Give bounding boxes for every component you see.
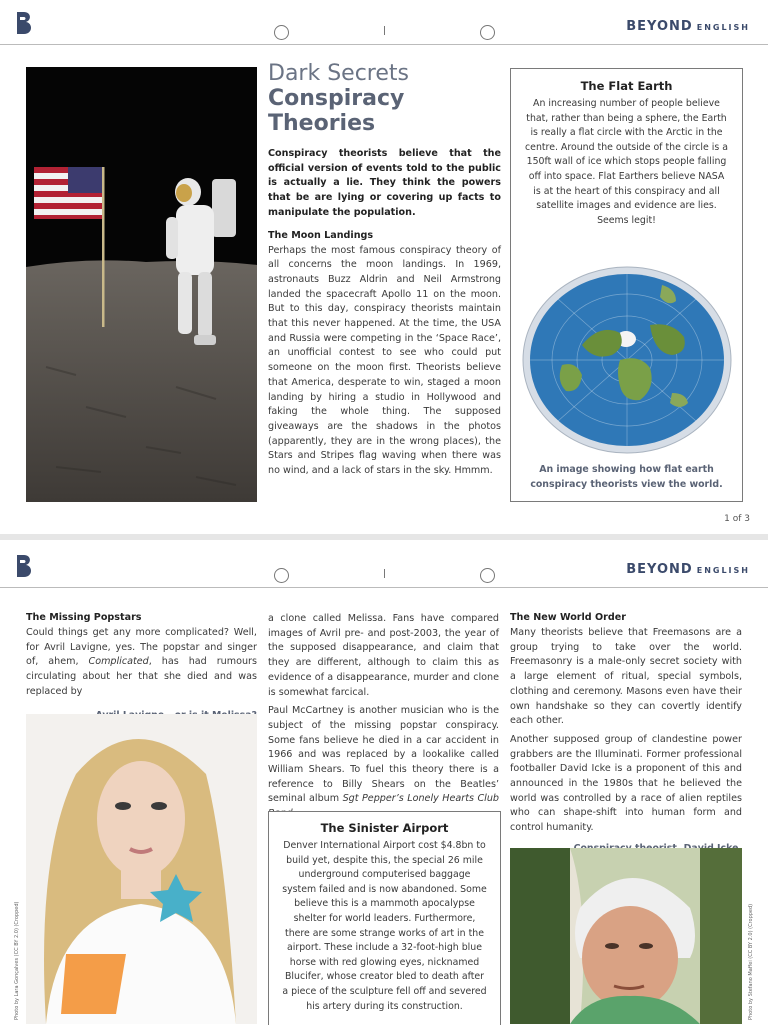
- brand-wordmark: BEYOND ENGLISH: [626, 19, 750, 34]
- page-number: 1 of 3: [724, 514, 750, 524]
- missing-popstars-heading: The Missing Popstars: [26, 612, 142, 623]
- flat-earth-box: [510, 68, 743, 502]
- flat-earth-text: An increasing number of people believe that, rather than being a sphere, the Earth is really a flat circle with the Arctic in the centre. Around the outside of the circle is a 150ft wall of ice which stops people falling off into space. Flat Earthers believe NASA is at the heart of this conspiracy and all satellite images and evidence are lies. Seems legit!: [525, 98, 728, 226]
- paul-mccartney-text: Paul McCartney is another musician who is the subject of the missing popstar conspiracy. Some fans believe he died in a car accident in 1966 and was replaced by a lookalike called William Shears. To fuel this theory there is a reference to Billy Shears on the Beatles’ seminal album Sgt Pepper’s Lonely Hearts Club: [268, 705, 499, 805]
- intro-paragraph: Conspiracy theorists believe that the official version of events told to the public is actually a lie. They think the powers that be are lying or covering up facts to manipulate the population.: [268, 148, 501, 218]
- header-rule: [0, 44, 768, 45]
- binder-hole-left: [274, 25, 289, 40]
- sinister-airport-text: Denver International Airport cost $4.8bn to build yet, despite this, the special 26 mile underground computerised baggage system failed and is now abandoned. Some believe this is a mammoth apocalypse shelter for world leaders. Furthermore, there are some strange works of art in the airport. These include a 32-foot-high blue horse with red glowing eyes, nicknamed Blucifer, whose creator bled to death after a piece of the sculpture fell off and severed his artery during its construction.: [282, 840, 487, 1012]
- binder-hole-left: [274, 568, 289, 583]
- page-title-line1: Dark Secrets: [268, 61, 409, 86]
- sinister-airport-title: The Sinister Airport: [320, 821, 449, 835]
- moon-landings-heading: The Moon Landings: [268, 229, 374, 241]
- missing-popstars-continued: a clone called Melissa. Fans have compared images of Avril pre- and post-2003, the year of the supposed disappearance, and claim that they are different, although to claim this as evidence of a disappearance, murder and clone is somewhat farcical.: [268, 613, 499, 698]
- moon-landings-text: Perhaps the most famous conspiracy theory of all concerns the moon landings. In 1969, astronauts Buzz Aldrin and Neil Armstrong landed the spacecraft Apollo 11 on the moon. But to this day, conspiracy theorists maintain that this never happened. At the time, the USA and Russia were competing in the ‘Space Race’, an unofficial contest to see who could put someone on the moon first. Theorists believe that America, desperate to win, staged a moon landing by hiring a studio in Hollywood and faking the whole thing. The supposed giveaways are the shadows in the photos (apparently, they are in the wrong places), the Stars and Stripes flag waving when there was no wind, and a lack of stars in the sky. Hmmm.: [268, 244, 501, 477]
- binder-tick: [384, 569, 385, 578]
- us-flag-icon: [34, 167, 102, 219]
- page-divider: [0, 534, 768, 540]
- flat-earth-caption: An image showing how flat earth conspiracy theorists view the world.: [530, 464, 723, 490]
- page-title-line2: Conspiracy Theories: [268, 86, 405, 136]
- icke-photo-credit: Photo by Stefano Maffei (CC BY 2.0) (Cropped): [748, 903, 754, 1020]
- binder-tick: [384, 26, 385, 35]
- new-world-order-text-2: Another supposed group of clandestine power grabbers are the Illuminati. Former professional footballer David Icke is a proponent of this and announced in the 1980s that he believed the world was controlled by a race of alien reptiles who can shape-shift into human form and control humanity.: [510, 733, 742, 834]
- beyond-logo-icon: [14, 553, 36, 579]
- avril-lavigne-photo: [26, 714, 257, 1024]
- flat-earth-title: The Flat Earth: [580, 79, 673, 93]
- new-world-order-text-1: Many theorists believe that Freemasons are a group trying to take over the world. Freemasonry is a male-only secret society with a large element of ritual, special symbols, clothing and ceremony. Masons even have their own handshake so they can covertly identify each other.: [510, 627, 742, 727]
- binder-hole-right: [480, 568, 495, 583]
- missing-popstars-text: Could things get any more complicated? Well, for Avril Lavigne, yes. The popstar and singer of, ahem, Complicated, has had rumours circulating about her that she died and was replaced by: [26, 627, 257, 697]
- david-icke-photo: [510, 848, 742, 1024]
- brand-wordmark: BEYOND ENGLISH: [626, 562, 750, 577]
- beyond-logo-icon: [14, 10, 36, 36]
- header-rule: [0, 587, 768, 588]
- moon-landing-photo: [26, 67, 257, 502]
- binder-hole-right: [480, 25, 495, 40]
- new-world-order-heading: The New World Order: [510, 612, 627, 623]
- flat-earth-map-icon: [522, 265, 732, 455]
- sinister-airport-box: [268, 811, 501, 1025]
- avril-photo-credit: Photo by Lara Gonçalves (CC BY 2.0) (Cropped): [14, 901, 20, 1020]
